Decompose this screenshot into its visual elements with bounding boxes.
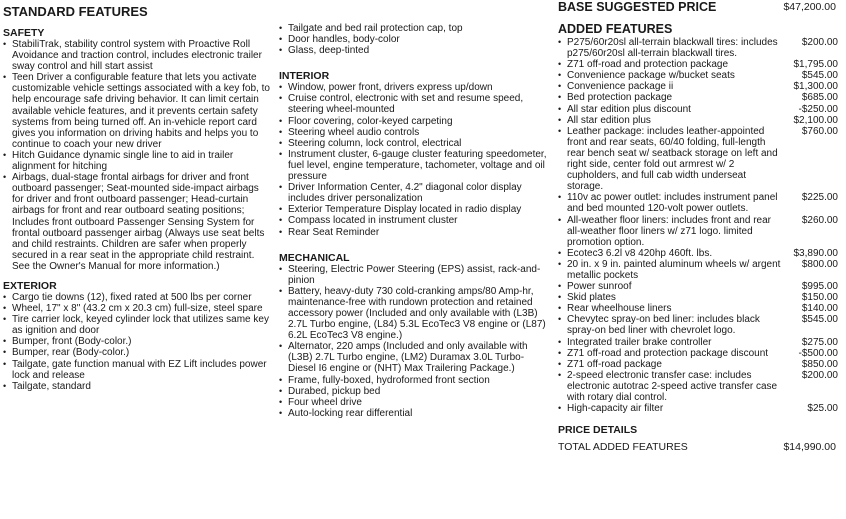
added-feature-item (558, 215, 846, 248)
added-feature-price: $200.00 (801, 369, 838, 381)
mechanical-list (279, 264, 547, 419)
added-feature-price: $3,890.00 (793, 247, 838, 259)
list-item: • Rear Seat Reminder (279, 227, 547, 238)
added-feature-item (558, 59, 846, 70)
list-item: • Durabed, pickup bed (279, 386, 547, 397)
price-details-heading: PRICE DETAILS (558, 424, 638, 437)
list-item: • Glass, deep-tinted (279, 45, 547, 56)
added-feature-item (558, 292, 846, 303)
added-feature-price: $995.00 (801, 281, 838, 293)
added-feature-label: 2-speed electronic transfer case: includes electronic autotrac 2-speed active transfer case with rotary dial control. (567, 369, 778, 403)
total-added-label: TOTAL ADDED FEATURES (558, 441, 688, 454)
added-feature-price: $545.00 (801, 314, 838, 326)
added-feature-price: $140.00 (801, 303, 838, 315)
list-item: • Tire carrier lock, keyed cylinder lock that utilizes same key as ignition and door (3, 314, 271, 336)
added-features-list (558, 37, 846, 414)
added-feature-price: $25.00 (807, 403, 838, 415)
added-feature-price: $545.00 (801, 70, 838, 82)
list-item: • Tailgate, gate function manual with EZ Lift includes power lock and release (3, 359, 271, 381)
added-feature-item (558, 192, 846, 214)
added-feature-item (558, 70, 846, 81)
added-feature-label: Ecotec3 6.2l v8 420hp 460ft. lbs. (567, 247, 713, 259)
interior-list (279, 82, 547, 237)
list-item: • Cargo tie downs (12), fixed rated at 500 lbs per corner (3, 292, 271, 303)
added-feature-item (558, 348, 846, 359)
added-feature-item (558, 37, 846, 59)
added-feature-item (558, 115, 846, 126)
added-feature-item (558, 359, 846, 370)
added-feature-item (558, 104, 846, 115)
added-feature-label: All star edition plus discount (567, 103, 691, 115)
total-added-value: $14,990.00 (783, 441, 836, 454)
added-feature-label: Power sunroof (567, 281, 632, 293)
added-feature-item (558, 92, 846, 103)
list-item: • Battery, heavy-duty 730 cold-cranking amps/80 Amp-hr, maintenance-free with rundown protection and retained accessory power (Included and only available with (L3B) 2.7L Turbo engine, (L84) 5.3L EcoTec3 V8 engine or (L87) 6.2L EcoTec3 V8 engine.) (279, 286, 547, 341)
list-item: • Hitch Guidance dynamic single line to aid in trailer alignment for hitching (3, 150, 271, 172)
list-item: • Alternator, 220 amps (Included and only available with (L3B) 2.7L Turbo engine, (LM2) Duramax 3.0L Turbo-Diesel I6 engine or (NHT) Max Trailering Package.) (279, 341, 547, 374)
list-item: • Steering column, lock control, electrical (279, 138, 547, 149)
list-item: • Frame, fully-boxed, hydroformed front section (279, 375, 547, 386)
added-feature-label: Convenience package ii (567, 81, 674, 93)
standard-features-column (3, 0, 271, 392)
added-feature-label: All-weather floor liners: includes front and rear all-weather floor liners w/ z71 logo. limited promotion option. (567, 214, 771, 248)
list-item: • StabiliTrak, stability control system with Proactive Roll Avoidance and traction control, includes electronic trailer sway control and hill start assist (3, 39, 271, 72)
exterior-list (3, 292, 271, 392)
added-feature-label: P275/60r20sl all-terrain blackwall tires: includes p275/60r20sl all-terrain blackwall tires. (567, 37, 778, 60)
total-added-row (558, 441, 846, 453)
added-feature-price: $150.00 (801, 292, 838, 304)
list-item: • Tailgate, standard (3, 381, 271, 392)
added-feature-price: $260.00 (801, 214, 838, 226)
list-item: • Bumper, rear (Body-color.) (3, 347, 271, 358)
added-feature-item (558, 370, 846, 403)
added-feature-label: Leather package: includes leather-appointed front and rear seats, 60/40 folding, full-length rear bench seat w/ seatback storage on left and right side, center fold out armrest w/ 2 cupholders, and full cab width underseat storage. (567, 125, 778, 193)
added-feature-price: $760.00 (801, 125, 838, 137)
added-feature-label: Integrated trailer brake controller (567, 336, 712, 348)
list-item: • Airbags, dual-stage frontal airbags for driver and front outboard passenger; Seat-mounted side-impact airbags for driver and front outboard passenger; Head-curtain airbags for front and rear outboard seating positions; Includes front outboard Passenger Sensing System for frontal outboard passenger airbag (Always use seat belts and child restraints. Children are safer when properly secured in a rear seat in the appropriate child restraint. See the Owner's Manual for more information.) (3, 172, 271, 272)
added-feature-item (558, 337, 846, 348)
added-feature-price: $225.00 (801, 192, 838, 204)
list-item: • Cruise control, electronic with set and resume speed, steering wheel-mounted (279, 93, 547, 115)
base-price-value: $47,200.00 (783, 1, 836, 13)
list-item: • Steering, Electric Power Steering (EPS) assist, rack-and-pinion (279, 264, 547, 286)
added-feature-item (558, 248, 846, 259)
added-feature-label: Rear wheelhouse liners (567, 303, 672, 315)
safety-list (3, 39, 271, 272)
list-item: • Door handles, body-color (279, 34, 547, 45)
pricing-column (558, 0, 846, 453)
added-feature-price: $1,795.00 (793, 59, 838, 71)
list-item: • Compass located in instrument cluster (279, 215, 547, 226)
base-price-row (558, 0, 846, 15)
list-item: • Window, power front, drivers express up/down (279, 82, 547, 93)
mechanical-heading: MECHANICAL (279, 251, 350, 264)
safety-heading: SAFETY (3, 27, 45, 39)
exterior-heading: EXTERIOR (3, 279, 57, 292)
added-feature-price: -$500.00 (798, 347, 838, 359)
list-item: • Driver Information Center, 4.2" diagonal color display includes driver personalization (279, 182, 547, 204)
added-feature-label: Z71 off-road package (567, 358, 662, 370)
list-item: • Wheel, 17" x 8" (43.2 cm x 20.3 cm) full-size, steel spare (3, 303, 271, 314)
added-feature-item (558, 314, 846, 336)
base-price-label: BASE SUGGESTED PRICE (558, 0, 717, 14)
standard-features-title: STANDARD FEATURES (3, 4, 148, 19)
added-feature-label: Z71 off-road and protection package (567, 59, 729, 71)
list-item: • Floor covering, color-keyed carpeting (279, 116, 547, 127)
list-item: • Teen Driver a configurable feature that lets you activate customizable vehicle settings associated with a key fob, to help encourage safe driving behavior. It can limit certain available vehicle features, and it prevents certain safety systems from being turned off. An in-vehicle report card gives you information on driving habits and helps you to continue to coach your new driver (3, 72, 271, 150)
added-feature-price: $275.00 (801, 336, 838, 348)
added-feature-price: $1,300.00 (793, 81, 838, 93)
list-item: • Bumper, front (Body-color.) (3, 336, 271, 347)
added-feature-item (558, 81, 846, 92)
added-feature-price: $200.00 (801, 37, 838, 48)
list-item: • Exterior Temperature Display located in radio display (279, 204, 547, 215)
added-feature-item (558, 126, 846, 193)
added-feature-label: Z71 off-road and protection package discount (567, 347, 769, 359)
list-item: • Instrument cluster, 6-gauge cluster featuring speedometer, fuel level, engine temperature, tachometer, voltage and oil pressure (279, 149, 547, 182)
added-feature-label: 110v ac power outlet: includes instrument panel and bed mounted 120-volt power outlets. (567, 192, 778, 215)
exterior-list-continued (279, 23, 547, 56)
added-features-title: ADDED FEATURES (558, 22, 673, 36)
list-item: • Auto-locking rear differential (279, 408, 547, 419)
added-feature-label: Convenience package w/bucket seats (567, 70, 735, 82)
added-feature-price: $685.00 (801, 92, 838, 104)
standard-features-column-2 (279, 0, 547, 419)
added-feature-price: $850.00 (801, 358, 838, 370)
added-feature-label: Skid plates (567, 292, 616, 304)
list-item: • Four wheel drive (279, 397, 547, 408)
list-item: • Steering wheel audio controls (279, 127, 547, 138)
added-feature-price: $800.00 (801, 258, 838, 270)
added-feature-item (558, 403, 846, 414)
added-feature-label: Chevytec spray-on bed liner: includes black spray-on bed liner with chevrolet logo. (567, 314, 760, 337)
added-feature-label: All star edition plus (567, 114, 651, 126)
added-feature-item (558, 303, 846, 314)
added-feature-item (558, 259, 846, 281)
added-feature-label: High-capacity air filter (567, 403, 664, 415)
added-feature-price: -$250.00 (798, 103, 838, 115)
list-item: • Tailgate and bed rail protection cap, top (279, 23, 547, 34)
interior-heading: INTERIOR (279, 70, 330, 83)
added-feature-label: 20 in. x 9 in. painted aluminum wheels w/ argent metallic pockets (567, 258, 781, 281)
added-feature-label: Bed protection package (567, 92, 673, 104)
added-feature-item (558, 281, 846, 292)
added-feature-price: $2,100.00 (793, 114, 838, 126)
